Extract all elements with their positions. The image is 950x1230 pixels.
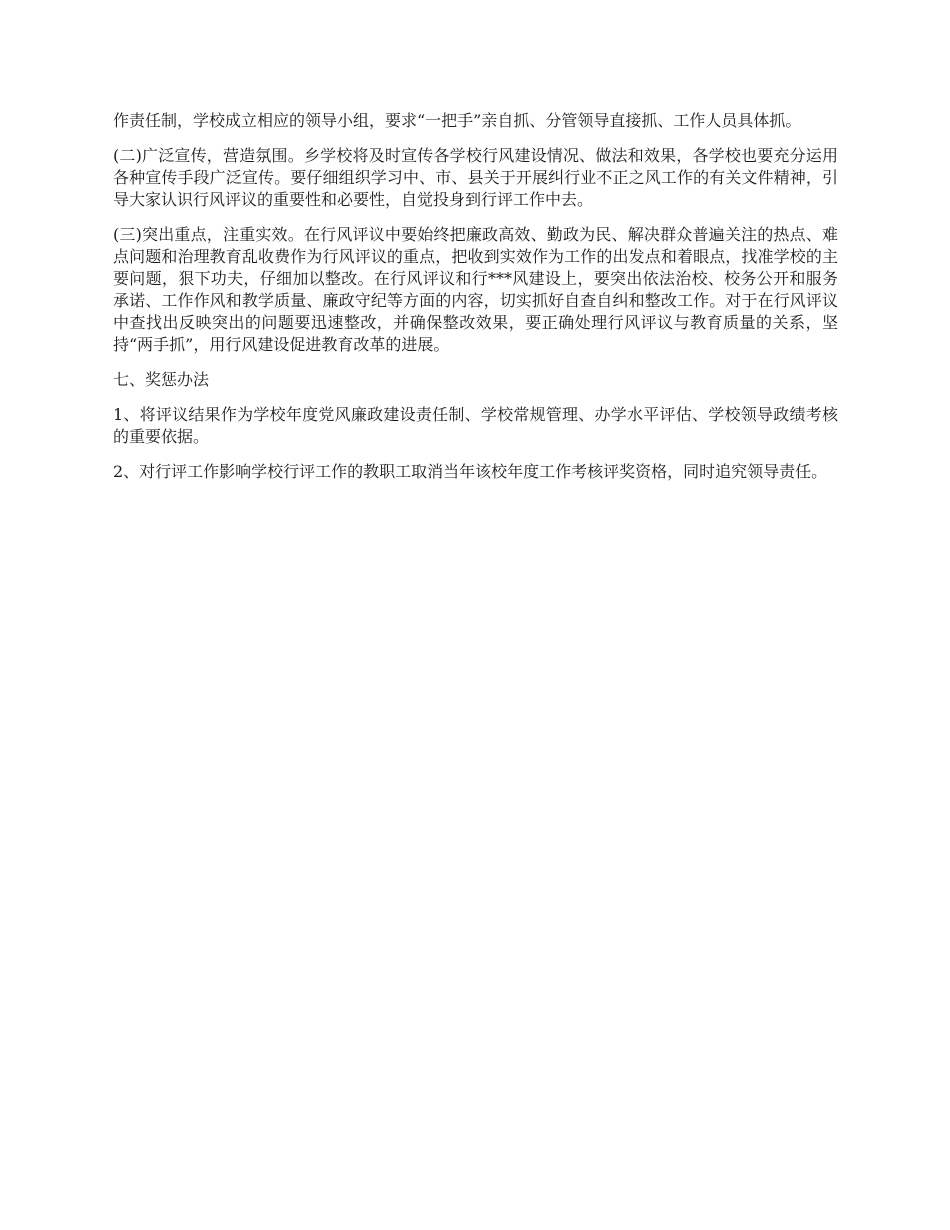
document-page [113,110,838,496]
paragraph-publicity: (二)广泛宣传，营造氛围。乡学校将及时宣传各学校行风建设情况、做法和效果，各学校也要充分运用各种宣传手段广泛宣传。要仔细组织学习中、市、县关于开展纠行业不正之风工作的有关文件精神，引导大家认识行风评议的重要性和必要性，自觉投身到行评工作中去。 [113,146,838,209]
paragraph-responsibility: 作责任制，学校成立相应的领导小组，要求“一把手”亲自抓、分管领导直接抓、工作人员具体抓。 [113,111,802,130]
section-heading-rewards: 七、奖惩办法 [113,370,210,389]
list-item: 1、将评议结果作为学校年度党风廉政建设责任制、学校常规管理、办学水平评估、学校领导政绩考核的重要依据。 [113,405,838,446]
list-item: 2、对行评工作影响学校行评工作的教职工取消当年该校年度工作考核评奖资格，同时追究领导责任。 [113,462,828,481]
paragraph-focus: (三)突出重点，注重实效。在行风评议中要始终把廉政高效、勤政为民、解决群众普遍关注的热点、难点问题和治理教育乱收费作为行风评议的重点，把收到实效作为工作的出发点和着眼点，找准学校的主要问题，狠下功夫，仔细加以整改。在行风评议和行***风建设上，要突出依法治校、校务公开和服务承诺、工作作风和教学质量、廉政守纪等方面的内容，切实抓好自查自纠和整改工作。对于在行风评议中查找出反映突出的问题要迅速整改，并确保整改效果，要正确处理行风评议与教育质量的关系，坚持“两手抓”，用行风建设促进教育改革的进展。 [113,225,838,354]
